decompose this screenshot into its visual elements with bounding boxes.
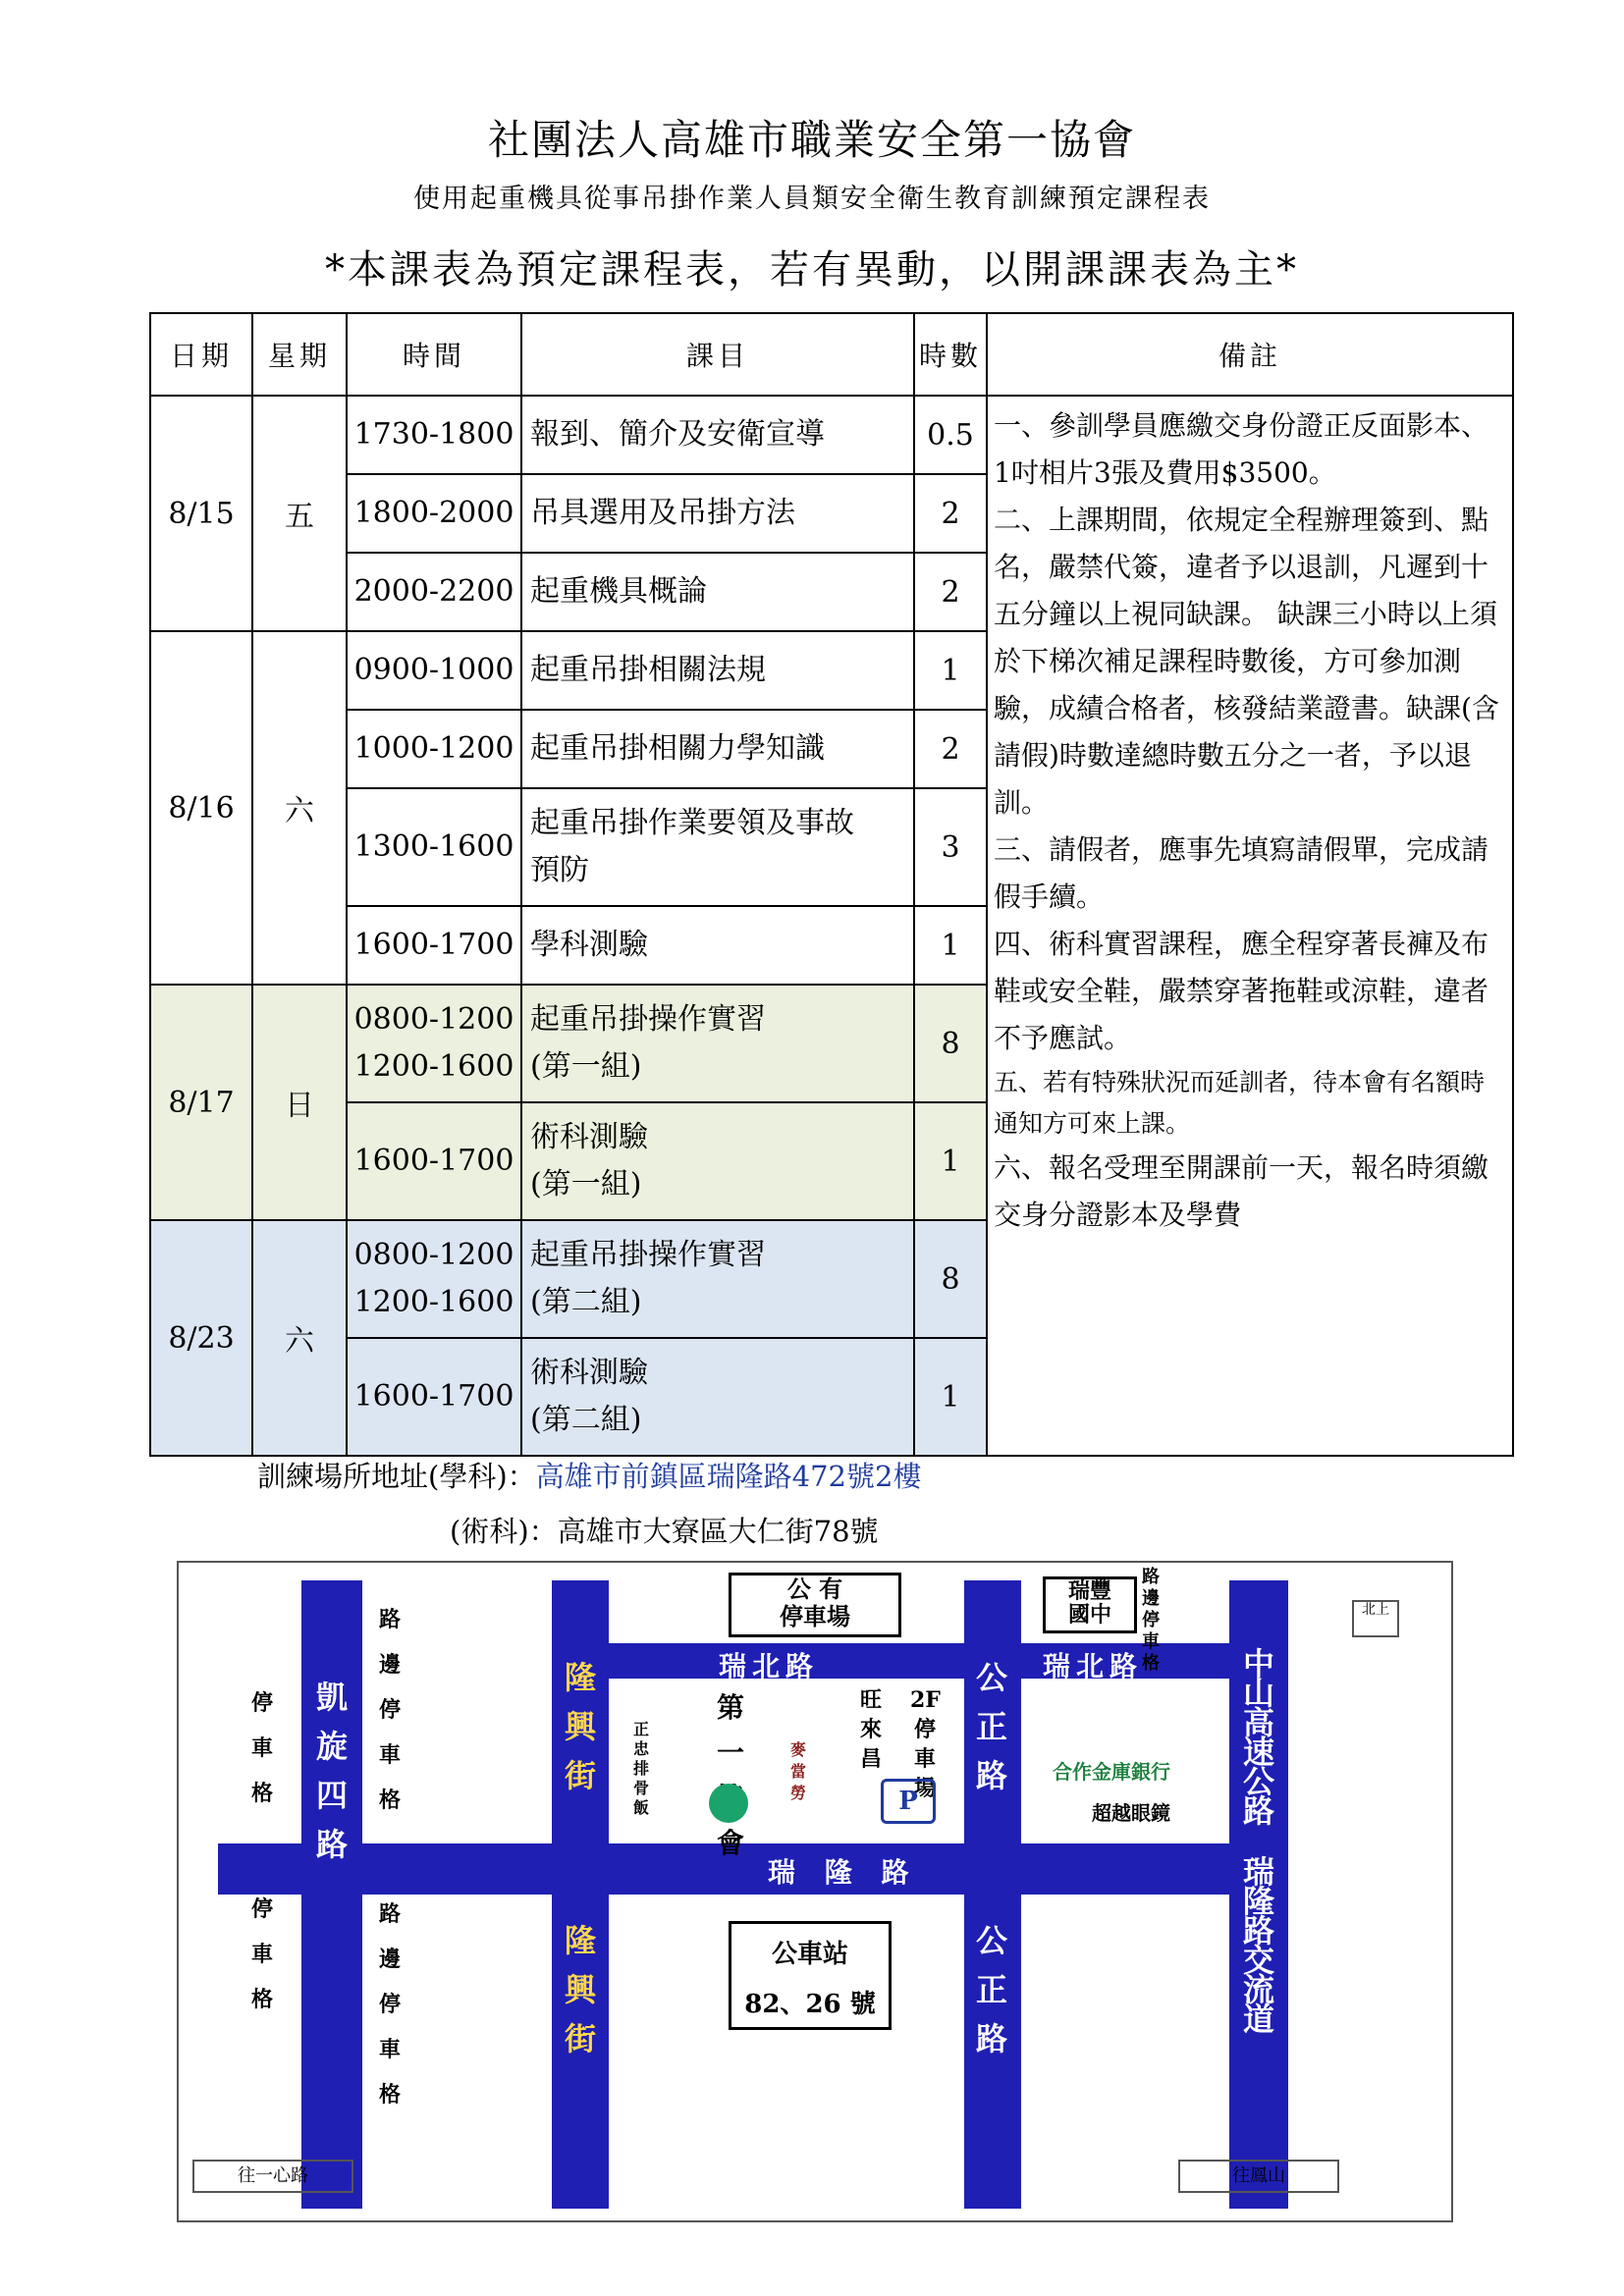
subject-cell xyxy=(521,985,914,1102)
weekday-cell: 日 xyxy=(252,985,347,1220)
time-cell xyxy=(347,631,521,710)
label-kaixuan: 凱旋四路 xyxy=(315,1679,348,1863)
subject-line: 吊具選用及吊掛方法 xyxy=(530,496,795,530)
header-notes: 備註 xyxy=(987,313,1513,396)
address-academic-label: 訓練場所地址(學科)： xyxy=(257,1460,536,1493)
date-cell: 8/16 xyxy=(150,631,252,985)
hours-cell: 8 xyxy=(914,1220,987,1338)
time-cell xyxy=(347,1338,521,1456)
subject-cell xyxy=(521,396,914,474)
address-academic xyxy=(257,1455,921,1495)
time-cell xyxy=(347,1102,521,1220)
hours-cell: 8 xyxy=(914,985,987,1102)
label-ruibei-1: 瑞北路 xyxy=(719,1650,820,1682)
parking-left-outer-2: 停車格 xyxy=(250,1896,273,2012)
subject-cell xyxy=(521,906,914,985)
label-longxing-bottom: 隆興街 xyxy=(564,1922,596,2057)
note-item: 二、上課期間，依規定全程辦理簽到、點名，嚴禁代簽，違者予以退訓，凡遲到十五分鐘以上視同缺課。 缺課三小時以上須於下梯次補足課程時數後，方可參加測驗，成績合格者，核發結業證書。缺課(含請假)時數達總時數五分之一者，予以退訓。 xyxy=(994,504,1499,819)
hours-cell: 1 xyxy=(914,631,987,710)
subject-cell xyxy=(521,1102,914,1220)
address-practical-value: 高雄市大寮區大仁街78號 xyxy=(557,1515,879,1548)
note-item: 一、參訓學員應繳交身份證正反面影本、1吋相片3張及費用$3500。 xyxy=(994,409,1489,489)
note-item: 五、若有特殊狀況而延訓者，待本會有名額時通知方可來上課。 xyxy=(994,1068,1486,1138)
hours-cell: 2 xyxy=(914,553,987,631)
subject-line: 預防 xyxy=(530,853,589,887)
hours-cell: 2 xyxy=(914,710,987,788)
parking-2f-label: 2F停車場 xyxy=(910,1687,941,1801)
mcd-label: 麥當勞 xyxy=(789,1740,806,1802)
road-ruilong xyxy=(218,1843,1288,1895)
glasses-label: 超越眼鏡 xyxy=(1092,1801,1170,1825)
label-ruilong: 瑞 隆 路 xyxy=(768,1856,919,1889)
subject-line: 起重吊掛相關法規 xyxy=(530,653,766,687)
schedule-notice: *本課表為預定課程表，若有異動，以開課課表為主* xyxy=(325,247,1299,293)
time-line: 1600-1700 xyxy=(353,1379,514,1414)
bus-stop-box xyxy=(729,1921,892,2030)
subject-line: 起重吊掛操作實習 xyxy=(530,1002,766,1037)
subject-cell xyxy=(521,710,914,788)
time-line: 0900-1000 xyxy=(353,653,514,687)
subject-line: (第二組) xyxy=(530,1285,642,1319)
note-item: 四、術科實習課程，應全程穿著長褲及布鞋或安全鞋，嚴禁穿著拖鞋或涼鞋，違者不予應試。 xyxy=(994,928,1489,1054)
label-zhongshan: 中山高速公路 xyxy=(1242,1645,1274,1830)
arrow-to-fengshan xyxy=(1178,2160,1339,2193)
subject-line: 起重吊掛相關力學知識 xyxy=(530,731,825,766)
parking-left-inner: 路邊停車格 xyxy=(378,1607,401,1813)
note-item: 三、請假者，應事先填寫請假單，完成請假手續。 xyxy=(994,833,1489,913)
parking-p-icon: P xyxy=(881,1779,936,1824)
notes-cell xyxy=(987,396,1513,1456)
roadside-parking-top: 路邊停車格 xyxy=(1142,1567,1160,1674)
time-line: 1730-1800 xyxy=(353,417,514,452)
subject-line: 起重機具概論 xyxy=(530,574,707,609)
arrow-to-yixin xyxy=(192,2160,353,2193)
table-row xyxy=(150,396,1513,474)
hours-cell: 1 xyxy=(914,1338,987,1456)
subject-cell xyxy=(521,1338,914,1456)
time-cell xyxy=(347,1220,521,1338)
weekday-cell: 五 xyxy=(252,396,347,631)
hours-cell: 1 xyxy=(914,1102,987,1220)
time-line: 2000-2200 xyxy=(353,574,514,609)
label-ruibei-2: 瑞北路 xyxy=(1043,1650,1144,1682)
time-line: 0800-1200 xyxy=(353,1238,514,1272)
weekday-cell: 六 xyxy=(252,1220,347,1456)
north-arrow-icon xyxy=(1352,1600,1399,1637)
to-yixin-label: 往一心路 xyxy=(238,2165,308,2186)
hours-cell: 3 xyxy=(914,788,987,906)
subject-line: 起重吊掛作業要領及事故 xyxy=(530,806,854,840)
address-practical-label: (術科)： xyxy=(450,1515,558,1548)
zhengzhong-label: 正忠排骨飯 xyxy=(632,1720,649,1817)
bus-stop-lines: 82、26 號 xyxy=(744,1990,876,2019)
subject-cell xyxy=(521,788,914,906)
header-date: 日期 xyxy=(150,313,252,396)
time-line: 1600-1700 xyxy=(353,928,514,962)
time-cell xyxy=(347,710,521,788)
schedule-subtitle: 使用起重機具從事吊掛作業人員類安全衛生教育訓練預定課程表 xyxy=(413,184,1211,214)
hours-cell: 1 xyxy=(914,906,987,985)
subject-cell xyxy=(521,631,914,710)
subject-line: 起重吊掛操作實習 xyxy=(530,1238,766,1272)
header-weekday: 星期 xyxy=(252,313,347,396)
date-cell: 8/23 xyxy=(150,1220,252,1456)
association-logo-icon xyxy=(709,1784,748,1823)
to-fengshan-label: 往鳳山 xyxy=(1232,2165,1285,2186)
subject-line: 術科測驗 xyxy=(530,1356,648,1390)
subject-cell xyxy=(521,1220,914,1338)
subject-cell xyxy=(521,553,914,631)
ruifeng-school-box: 瑞豐 國中 xyxy=(1043,1576,1137,1633)
time-line: 1200-1600 xyxy=(353,1049,514,1084)
wanglai-label: 旺來昌 xyxy=(859,1687,882,1772)
note-item: 六、報名受理至開課前一天，報名時須繳交身分證影本及學費 xyxy=(994,1151,1489,1231)
label-ruilong-interchange: 瑞隆路交流道 xyxy=(1242,1853,1274,2038)
date-cell: 8/15 xyxy=(150,396,252,631)
time-cell xyxy=(347,985,521,1102)
time-cell xyxy=(347,788,521,906)
time-line: 0800-1200 xyxy=(353,1002,514,1037)
location-map xyxy=(177,1561,1453,2222)
parking-left-outer: 停車格 xyxy=(250,1690,273,1806)
subject-line: (第二組) xyxy=(530,1403,642,1437)
time-line: 1200-1600 xyxy=(353,1285,514,1319)
header-subject: 課目 xyxy=(521,313,914,396)
header-time: 時間 xyxy=(347,313,521,396)
course-schedule-table xyxy=(149,312,1514,1457)
time-cell xyxy=(347,906,521,985)
hours-cell: 2 xyxy=(914,474,987,553)
label-longxing-top: 隆興街 xyxy=(564,1659,596,1794)
time-line: 1000-1200 xyxy=(353,731,514,766)
bank-label: 合作金庫銀行 xyxy=(1053,1760,1170,1784)
time-line: 1300-1600 xyxy=(353,829,514,864)
north-label: 北上 xyxy=(1362,1602,1389,1618)
public-parking-box: 公 有 停車場 xyxy=(729,1573,901,1637)
address-practical xyxy=(450,1510,879,1550)
association-label: 第一 會 xyxy=(716,1691,744,1859)
hours-cell: 0.5 xyxy=(914,396,987,474)
subject-line: 學科測驗 xyxy=(530,928,648,962)
header-hours: 時數 xyxy=(914,313,987,396)
label-gongzheng-bottom: 公正路 xyxy=(975,1922,1007,2057)
address-academic-value: 高雄市前鎮區瑞隆路472號2樓 xyxy=(535,1460,922,1493)
parking-left-inner-2: 路邊停車格 xyxy=(378,1901,401,2108)
label-gongzheng-top: 公正路 xyxy=(975,1659,1007,1794)
subject-line: 報到、簡介及安衛宣導 xyxy=(530,417,825,452)
time-cell xyxy=(347,396,521,474)
date-cell: 8/17 xyxy=(150,985,252,1220)
time-cell xyxy=(347,553,521,631)
subject-cell xyxy=(521,474,914,553)
time-cell xyxy=(347,474,521,553)
time-line: 1600-1700 xyxy=(353,1144,514,1178)
subject-line: 術科測驗 xyxy=(530,1120,648,1154)
org-title: 社團法人高雄市職業安全第一協會 xyxy=(487,116,1136,164)
bus-stop-title: 公車站 xyxy=(771,1940,848,1969)
time-line: 1800-2000 xyxy=(353,496,514,530)
subject-line: (第一組) xyxy=(530,1049,642,1084)
weekday-cell: 六 xyxy=(252,631,347,985)
table-header-row xyxy=(150,313,1513,396)
subject-line: (第一組) xyxy=(530,1167,642,1201)
